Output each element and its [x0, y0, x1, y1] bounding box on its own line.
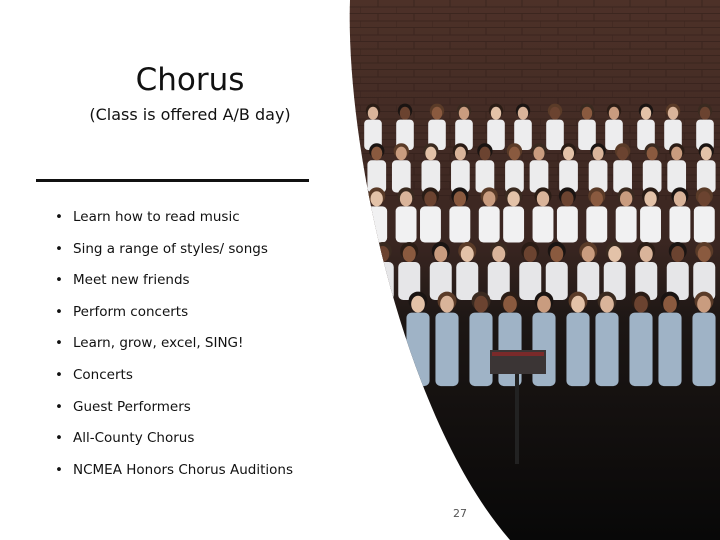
list-item — [55, 270, 293, 302]
bullet-text: NCMEA Honors Chorus Auditions — [73, 461, 294, 478]
list-item — [55, 333, 293, 365]
bullet-icon: • — [55, 209, 63, 225]
bullet-icon: • — [55, 335, 63, 352]
slide-title: Chorus — [135, 62, 245, 98]
list-item — [55, 365, 293, 397]
list-item — [55, 239, 293, 271]
bullet-text: Learn how to read music — [73, 209, 240, 225]
bullet-icon: • — [55, 272, 63, 289]
bullet-text: Sing a range of styles/ songs — [73, 240, 268, 257]
bullet-icon: • — [55, 303, 63, 320]
bullet-text: All-County Chorus — [73, 430, 195, 447]
bullet-text: Perform concerts — [73, 303, 189, 320]
bullet-list — [55, 207, 293, 491]
bullet-icon: • — [55, 366, 63, 383]
list-item — [55, 460, 293, 492]
bullet-icon: • — [55, 398, 63, 415]
list-item — [55, 207, 293, 239]
list-item — [55, 428, 293, 460]
list-item — [55, 302, 293, 334]
slide-subtitle: (Class is offered A/B day) — [89, 105, 291, 124]
bullet-text: Learn, grow, excel, SING! — [73, 335, 244, 352]
title-divider — [36, 179, 309, 182]
bullet-icon: • — [55, 430, 63, 447]
bullet-text: Guest Performers — [73, 398, 191, 415]
bullet-icon: • — [55, 240, 63, 257]
bullet-icon: • — [55, 461, 63, 478]
page-number: 27 — [453, 507, 467, 520]
list-item — [55, 397, 293, 429]
bullet-text: Concerts — [73, 366, 133, 383]
bullet-text: Meet new friends — [73, 272, 190, 289]
